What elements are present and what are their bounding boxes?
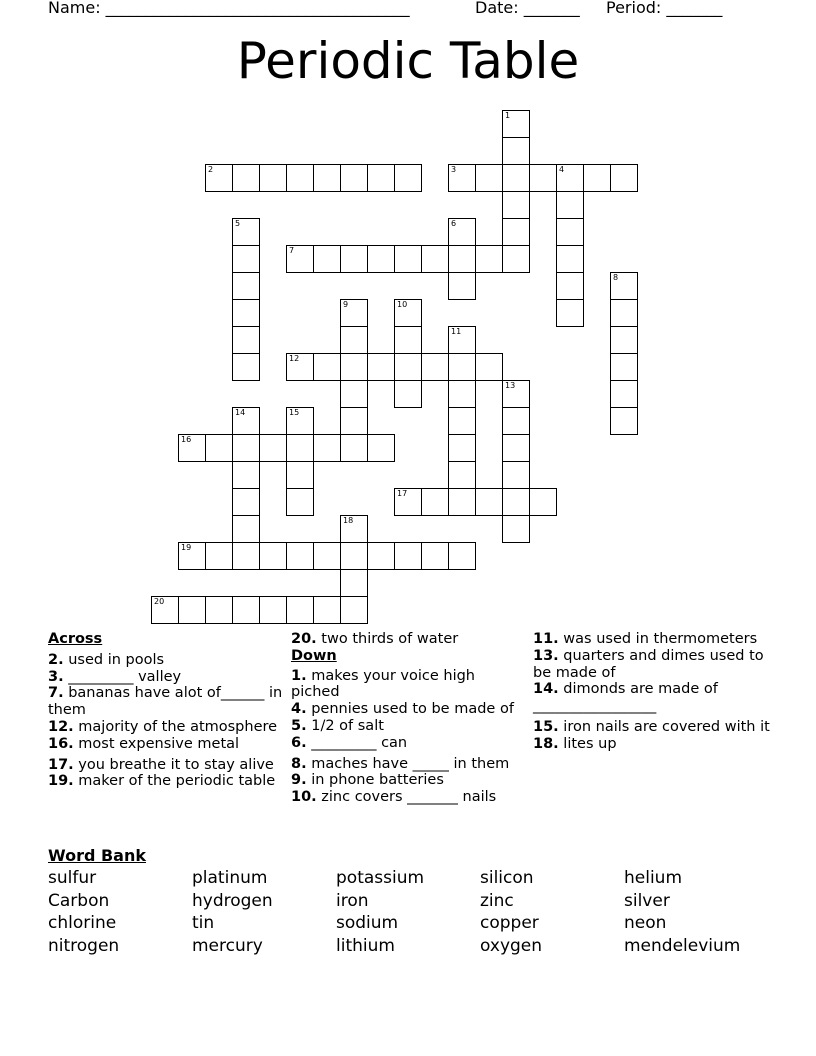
crossword-cell[interactable]: [610, 380, 638, 408]
clue-column-2: [291, 629, 516, 806]
crossword-cell[interactable]: [340, 353, 368, 381]
word-bank-item: chlorine: [48, 913, 117, 934]
crossword-cell[interactable]: [610, 407, 638, 435]
crossword-cell[interactable]: [394, 488, 422, 516]
crossword-cell[interactable]: [313, 245, 341, 273]
crossword-cell[interactable]: [421, 542, 449, 570]
crossword-cell[interactable]: [610, 272, 638, 300]
crossword-cell[interactable]: [448, 380, 476, 408]
name-field: Name: ______________________________________: [48, 0, 410, 17]
crossword-cell[interactable]: [610, 164, 638, 192]
crossword-cell[interactable]: [232, 218, 260, 246]
word-bank-item: iron: [336, 890, 369, 911]
clue-down-10: 10. zinc covers _______ nails: [291, 789, 497, 806]
word-bank-item: zinc: [480, 890, 514, 911]
clue-number: 7: [289, 246, 295, 255]
word-bank-item: mendelevium: [624, 936, 741, 957]
crossword-cell[interactable]: [529, 488, 557, 516]
crossword-cell[interactable]: [502, 515, 530, 543]
crossword-cell[interactable]: [232, 461, 260, 489]
crossword-cell[interactable]: [556, 245, 584, 273]
clue-across-2: 2. used in pools: [48, 651, 165, 668]
crossword-cell[interactable]: [367, 434, 395, 462]
crossword-cell[interactable]: [340, 515, 368, 543]
crossword-cell[interactable]: [448, 245, 476, 273]
crossword-cell[interactable]: [232, 434, 260, 462]
crossword-cell[interactable]: [394, 542, 422, 570]
crossword-cell[interactable]: [502, 434, 530, 462]
crossword-cell[interactable]: [475, 245, 503, 273]
crossword-cell[interactable]: [502, 218, 530, 246]
clue-number: 5: [235, 219, 241, 228]
crossword-cell[interactable]: [205, 164, 233, 192]
crossword-cell[interactable]: [394, 164, 422, 192]
crossword-cell[interactable]: [475, 164, 503, 192]
clue-column-3: [533, 629, 773, 753]
clue-number: 15: [289, 408, 300, 417]
crossword-cell[interactable]: [367, 542, 395, 570]
crossword-cell[interactable]: [448, 272, 476, 300]
crossword-cell[interactable]: [583, 164, 611, 192]
word-bank-item: silver: [624, 890, 670, 911]
crossword-cell[interactable]: [286, 461, 314, 489]
crossword-cell[interactable]: [502, 137, 530, 165]
crossword-cell[interactable]: [475, 353, 503, 381]
crossword-cell[interactable]: [286, 407, 314, 435]
crossword-cell[interactable]: [340, 542, 368, 570]
clue-across-3: 3. _________ valley: [48, 668, 182, 685]
clue-down-9: 9. in phone batteries: [291, 772, 444, 789]
crossword-cell[interactable]: [259, 596, 287, 624]
crossword-cell[interactable]: [556, 191, 584, 219]
crossword-cell[interactable]: [448, 326, 476, 354]
clue-across-19: 19. maker of the periodic table: [48, 773, 276, 790]
crossword-cell[interactable]: [502, 407, 530, 435]
word-bank-column-3: [336, 867, 424, 958]
crossword-cell[interactable]: [286, 434, 314, 462]
word-bank-item: lithium: [336, 936, 395, 957]
clue-down-4: 4. pennies used to be made of: [291, 701, 514, 718]
crossword-cell[interactable]: [502, 488, 530, 516]
crossword-cell[interactable]: [286, 353, 314, 381]
page-title: Periodic Table: [236, 32, 580, 90]
clue-number: 16: [181, 435, 192, 444]
clue-number: 3: [451, 165, 457, 174]
crossword-cell[interactable]: [610, 353, 638, 381]
clue-number: 11: [451, 327, 462, 336]
clue-down-8: 8. maches have _____ in them: [291, 755, 510, 772]
crossword-cell[interactable]: [421, 488, 449, 516]
crossword-cell[interactable]: [502, 164, 530, 192]
crossword-cell[interactable]: [313, 353, 341, 381]
crossword-cell[interactable]: [556, 299, 584, 327]
crossword-cell[interactable]: [502, 245, 530, 273]
crossword-cell[interactable]: [556, 272, 584, 300]
crossword-cell[interactable]: [610, 299, 638, 327]
crossword-cell[interactable]: [340, 434, 368, 462]
word-bank-item: copper: [480, 913, 539, 934]
word-bank-column-1: [48, 867, 119, 958]
crossword-cell[interactable]: [286, 596, 314, 624]
clue-down-15: 15. iron nails are covered with it: [533, 718, 770, 735]
crossword-cell[interactable]: [286, 488, 314, 516]
crossword-cell[interactable]: [502, 461, 530, 489]
crossword-cell[interactable]: [340, 164, 368, 192]
crossword-cell[interactable]: [448, 164, 476, 192]
clue-number: 9: [343, 300, 349, 309]
crossword-cell[interactable]: [340, 596, 368, 624]
clue-number: 8: [613, 273, 619, 282]
crossword-cell[interactable]: [232, 353, 260, 381]
clue-number: 17: [397, 489, 408, 498]
crossword-cell[interactable]: [232, 596, 260, 624]
crossword-cell[interactable]: [367, 164, 395, 192]
crossword-cell[interactable]: [232, 245, 260, 273]
crossword-cell[interactable]: [178, 542, 206, 570]
crossword-cell[interactable]: [151, 596, 179, 624]
word-bank-item: oxygen: [480, 936, 543, 957]
clue-number: 6: [451, 219, 457, 228]
crossword-cell[interactable]: [340, 326, 368, 354]
crossword-cell[interactable]: [340, 569, 368, 597]
crossword-cell[interactable]: [502, 191, 530, 219]
crossword-cell[interactable]: [232, 272, 260, 300]
crossword-cell[interactable]: [205, 542, 233, 570]
crossword-cell[interactable]: [286, 164, 314, 192]
crossword-cell[interactable]: [178, 434, 206, 462]
clue-number: 2: [208, 165, 214, 174]
crossword-cell[interactable]: [394, 245, 422, 273]
clue-down-1: 1. makes your voice high piched: [291, 667, 476, 701]
clue-number: 4: [559, 165, 565, 174]
clue-across-7: 7. bananas have alot of______ in them: [48, 685, 283, 719]
crossword-cell[interactable]: [421, 353, 449, 381]
crossword-cell[interactable]: [232, 326, 260, 354]
crossword-cell[interactable]: [502, 110, 530, 138]
crossword-cell[interactable]: [205, 596, 233, 624]
crossword-cell[interactable]: [232, 515, 260, 543]
crossword-cell[interactable]: [394, 353, 422, 381]
clue-down-18: 18. lites up: [533, 735, 617, 752]
clue-across-17: 17. you breathe it to stay alive: [48, 756, 274, 773]
crossword-cell[interactable]: [313, 164, 341, 192]
crossword-cell[interactable]: [286, 245, 314, 273]
crossword-cell[interactable]: [610, 326, 638, 354]
crossword-cell[interactable]: [448, 488, 476, 516]
crossword-cell[interactable]: [502, 380, 530, 408]
clue-down-11: 11. was used in thermometers: [533, 631, 758, 647]
crossword-cell[interactable]: [340, 299, 368, 327]
word-bank-heading: Word Bank: [48, 846, 147, 865]
crossword-cell[interactable]: [259, 542, 287, 570]
word-bank-column-2: [192, 867, 273, 958]
crossword-cell[interactable]: [448, 353, 476, 381]
crossword-cell[interactable]: [259, 164, 287, 192]
crossword-cell[interactable]: [367, 245, 395, 273]
crossword-cell[interactable]: [367, 353, 395, 381]
clue-down-13: 13. quarters and dimes used to be made of: [533, 647, 764, 681]
word-bank-item: platinum: [192, 868, 268, 888]
clue-down-6: 6. _________ can: [291, 734, 408, 751]
word-bank-item: silicon: [480, 868, 534, 888]
clue-number: 19: [181, 543, 192, 552]
crossword-cell[interactable]: [475, 488, 503, 516]
crossword-cell[interactable]: [394, 299, 422, 327]
crossword-cell[interactable]: [259, 434, 287, 462]
crossword-cell[interactable]: [232, 407, 260, 435]
clue-across-20: 20. two thirds of water: [291, 631, 459, 647]
clue-number: 14: [235, 408, 246, 417]
clue-number: 12: [289, 354, 300, 363]
word-bank-item: tin: [192, 913, 215, 934]
word-bank-item: sulfur: [48, 868, 97, 888]
date-field: Date: _______: [475, 0, 580, 17]
across-heading: Across: [48, 631, 103, 647]
crossword-cell[interactable]: [421, 245, 449, 273]
word-bank-item: potassium: [336, 868, 425, 888]
word-bank-item: nitrogen: [48, 936, 120, 957]
word-bank-item: helium: [624, 868, 683, 888]
clue-column-1: [48, 629, 283, 790]
clue-down-5: 5. 1/2 of salt: [291, 717, 384, 734]
clue-number: 10: [397, 300, 408, 309]
clue-number: 1: [505, 111, 511, 120]
crossword-cell[interactable]: [340, 380, 368, 408]
clue-number: 20: [154, 597, 165, 606]
word-bank-column-5: [624, 867, 740, 958]
crossword-cell[interactable]: [448, 434, 476, 462]
clue-number: 18: [343, 516, 354, 525]
crossword-cell[interactable]: [448, 407, 476, 435]
crossword-cell[interactable]: [178, 596, 206, 624]
clue-across-12: 12. majority of the atmosphere: [48, 718, 278, 735]
crossword-cell[interactable]: [340, 245, 368, 273]
clue-across-16: 16. most expensive metal: [48, 735, 240, 752]
crossword-cell[interactable]: [313, 434, 341, 462]
crossword-cell[interactable]: [448, 218, 476, 246]
crossword-cell[interactable]: [313, 596, 341, 624]
word-bank-item: neon: [624, 913, 667, 934]
down-heading: Down: [291, 647, 337, 664]
word-bank-item: mercury: [192, 936, 263, 957]
crossword-cell[interactable]: [286, 542, 314, 570]
word-bank-column-4: [480, 867, 542, 958]
word-bank-item: sodium: [336, 913, 399, 934]
crossword-cell[interactable]: [529, 164, 557, 192]
crossword-cell[interactable]: [556, 164, 584, 192]
crossword-cell[interactable]: [232, 299, 260, 327]
clue-down-14: 14. dimonds are made of _________________: [533, 681, 718, 715]
crossword-cell[interactable]: [394, 380, 422, 408]
word-bank-item: hydrogen: [192, 890, 273, 911]
crossword-cell[interactable]: [232, 542, 260, 570]
crossword-cell[interactable]: [313, 542, 341, 570]
crossword-cell[interactable]: [205, 434, 233, 462]
crossword-cell[interactable]: [232, 488, 260, 516]
crossword-cell[interactable]: [340, 407, 368, 435]
clue-number: 13: [505, 381, 516, 390]
period-field: Period: _______: [606, 0, 723, 17]
word-bank-item: Carbon: [48, 890, 110, 911]
crossword-cell[interactable]: [232, 164, 260, 192]
crossword-cell[interactable]: [556, 218, 584, 246]
crossword-cell[interactable]: [448, 461, 476, 489]
crossword-cell[interactable]: [394, 326, 422, 354]
crossword-cell[interactable]: [448, 542, 476, 570]
